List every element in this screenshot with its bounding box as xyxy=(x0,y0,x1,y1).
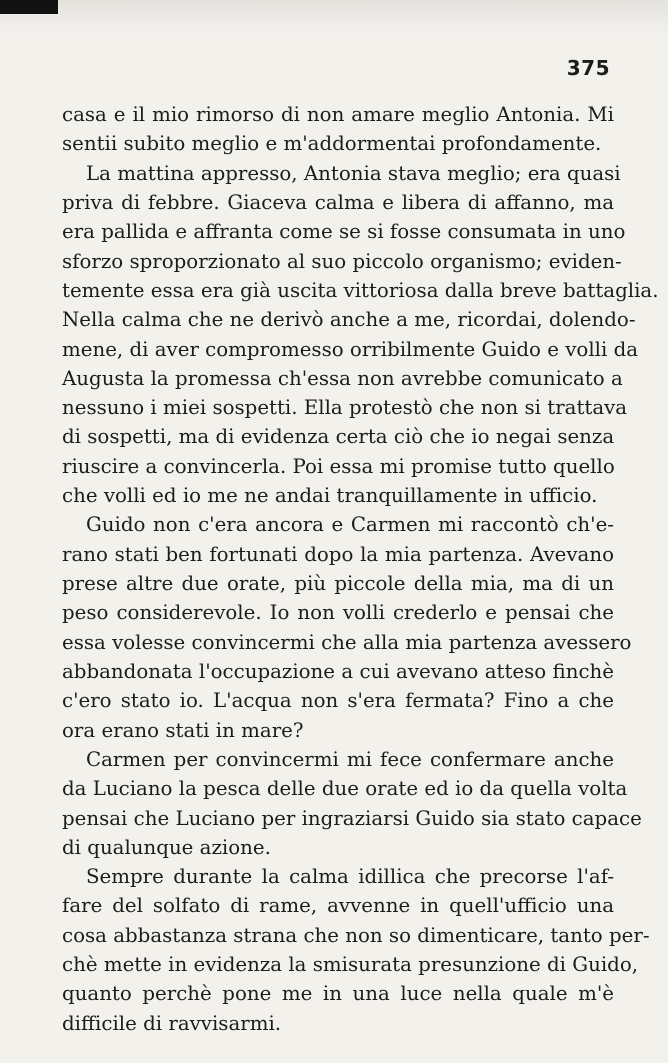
text-line: priva di febbre. Giaceva calma e libera di affanno, ma xyxy=(62,190,614,214)
text-line: temente essa era già uscita vittoriosa dalla breve battaglia. xyxy=(62,278,659,302)
text-line: Nella calma che ne derivò anche a me, ricordai, dolendo- xyxy=(62,308,636,332)
text-line: di qualunque azione. xyxy=(62,835,271,859)
text-line: sforzo sproporzionato al suo piccolo organismo; eviden- xyxy=(62,249,622,273)
text-line: c'ero stato io. L'acqua non s'era fermata? Fino a che xyxy=(62,689,614,713)
text-line: quanto perchè pone me in una luce nella quale m'è xyxy=(62,982,614,1006)
text-line: Guido non c'era ancora e Carmen mi raccontò ch'e- xyxy=(86,513,614,537)
text-line: Sempre durante la calma idillica che precorse l'af- xyxy=(86,865,614,889)
text-line: fare del solfato di rame, avvenne in quell'ufficio una xyxy=(62,894,614,918)
text-line: difficile di ravvisarmi. xyxy=(62,1011,282,1035)
text-line: peso considerevole. Io non volli crederlo e pensai che xyxy=(62,601,614,625)
body-text xyxy=(62,100,659,1038)
text-line: sentii subito meglio e m'addormentai profondamente. xyxy=(62,132,602,156)
text-line: essa volesse convincermi che alla mia partenza avessero xyxy=(62,630,632,654)
text-line: Augusta la promessa ch'essa non avrebbe comunicato a xyxy=(62,366,623,390)
text-line: La mattina appresso, Antonia stava meglio; era quasi xyxy=(86,161,621,185)
page-number: 375 xyxy=(566,56,610,80)
text-line: casa e il mio rimorso di non amare meglio Antonia. Mi xyxy=(62,103,614,126)
text-line: rano stati ben fortunati dopo la mia partenza. Avevano xyxy=(62,542,614,566)
text-line: cosa abbastanza strana che non so dimenticare, tanto per- xyxy=(62,923,650,947)
text-line: chè mette in evidenza la smisurata presunzione di Guido, xyxy=(62,953,639,977)
text-line: riuscire a convincerla. Poi essa mi promise tutto quello xyxy=(62,454,615,478)
scan-edge-shadow xyxy=(0,0,668,40)
scan-corner-mark xyxy=(0,0,58,14)
text-line: ora erano stati in mare? xyxy=(62,718,304,742)
text-line: di sospetti, ma di evidenza certa ciò che io negai senza xyxy=(62,425,615,449)
text-line: era pallida e affranta come se si fosse consumata in uno xyxy=(62,220,626,244)
text-line: mene, di aver compromesso orribilmente Guido e volli da xyxy=(62,337,639,361)
text-line: da Luciano la pesca delle due orate ed io da quella volta xyxy=(62,777,628,801)
text-line: pensai che Luciano per ingraziarsi Guido sia stato capace xyxy=(62,806,642,830)
text-line: che volli ed io me ne andai tranquillamente in ufficio. xyxy=(62,484,598,508)
text-line: prese altre due orate, più piccole della mia, ma di un xyxy=(62,572,614,595)
text-line: nessuno i miei sospetti. Ella protestò che non si trattava xyxy=(62,396,628,420)
text-line: Carmen per convincermi mi fece confermare anche xyxy=(86,747,614,771)
text-line: abbandonata l'occupazione a cui avevano atteso finchè xyxy=(62,659,614,683)
